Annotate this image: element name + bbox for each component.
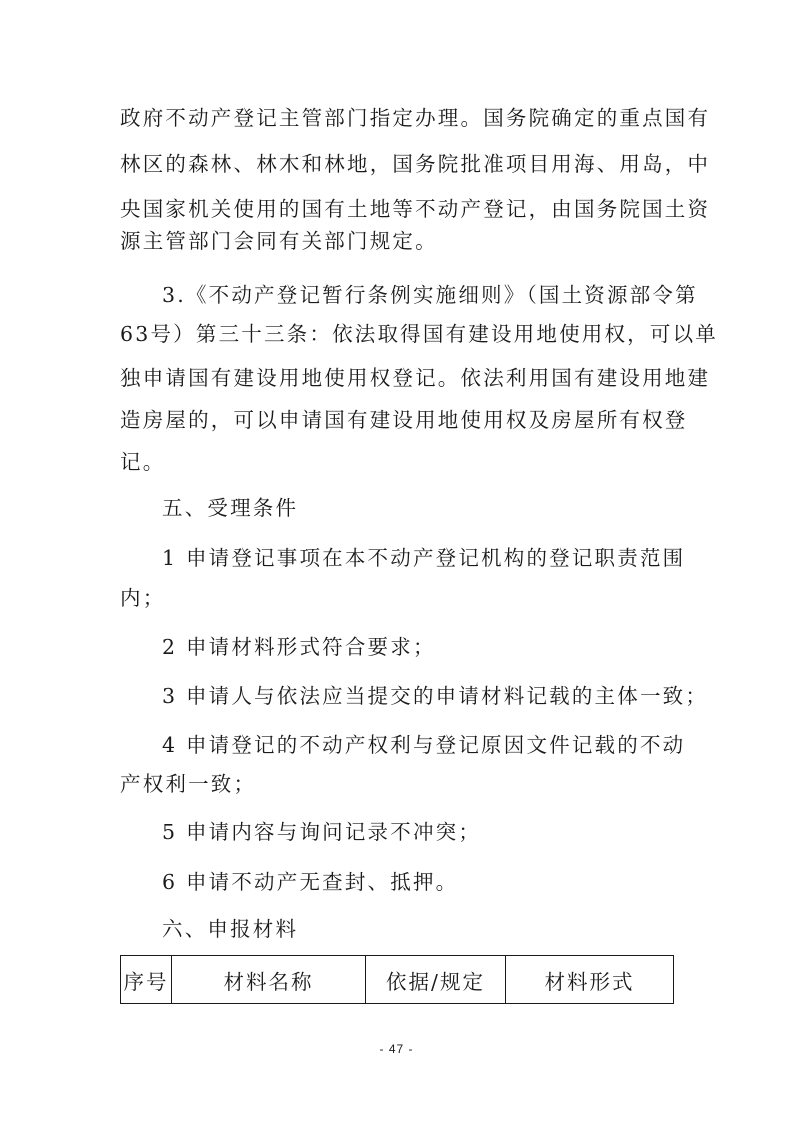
- condition-item-continued: 产权利一致；: [120, 772, 257, 796]
- condition-item: 4 申请登记的不动产权利与登记原因文件记载的不动: [162, 733, 686, 757]
- paragraph-line: 政府不动产登记主管部门指定办理。国务院确定的重点国有: [120, 106, 711, 130]
- table-header-row: [121, 956, 674, 1004]
- condition-item: 1 申请登记事项在本不动产登记机构的登记职责范围: [162, 546, 686, 570]
- table-header-cell-index: 序号: [121, 956, 172, 1004]
- paragraph-line: 3.《不动产登记暂行条例实施细则》（国土资源部令第: [162, 283, 698, 307]
- paragraph-line: 源主管部门会同有关部门规定。: [120, 229, 438, 253]
- condition-item: 3 申请人与依法应当提交的申请材料记载的主体一致；: [162, 684, 709, 708]
- paragraph-line: 造房屋的，可以申请国有建设用地使用权及房屋所有权登: [120, 408, 688, 432]
- condition-item: 6 申请不动产无查封、抵押。: [162, 870, 459, 894]
- paragraph-line: 记。: [120, 450, 166, 474]
- paragraph-line: 63号）第三十三条：依法取得国有建设用地使用权，可以单: [120, 322, 718, 346]
- condition-item-continued: 内；: [120, 586, 166, 610]
- condition-item: 2 申请材料形式符合要求；: [162, 635, 436, 659]
- table-header-cell-material-form: 材料形式: [506, 956, 674, 1004]
- paragraph-line: 央国家机关使用的国有土地等不动产登记，由国务院国土资: [120, 197, 711, 221]
- section-heading: 五、受理条件: [162, 496, 299, 520]
- condition-item: 5 申请内容与询问记录不冲突；: [162, 820, 482, 844]
- table-header-cell-basis: 依据/规定: [366, 956, 506, 1004]
- section-heading: 六、申报材料: [162, 917, 299, 941]
- table-header-cell-material-name: 材料名称: [172, 956, 366, 1004]
- materials-table: [120, 955, 674, 1004]
- paragraph-line: 独申请国有建设用地使用权登记。依法利用国有建设用地建: [120, 366, 711, 390]
- page-number: - 47 -: [379, 1042, 414, 1056]
- paragraph-line: 林区的森林、林木和林地，国务院批准项目用海、用岛，中: [120, 152, 711, 176]
